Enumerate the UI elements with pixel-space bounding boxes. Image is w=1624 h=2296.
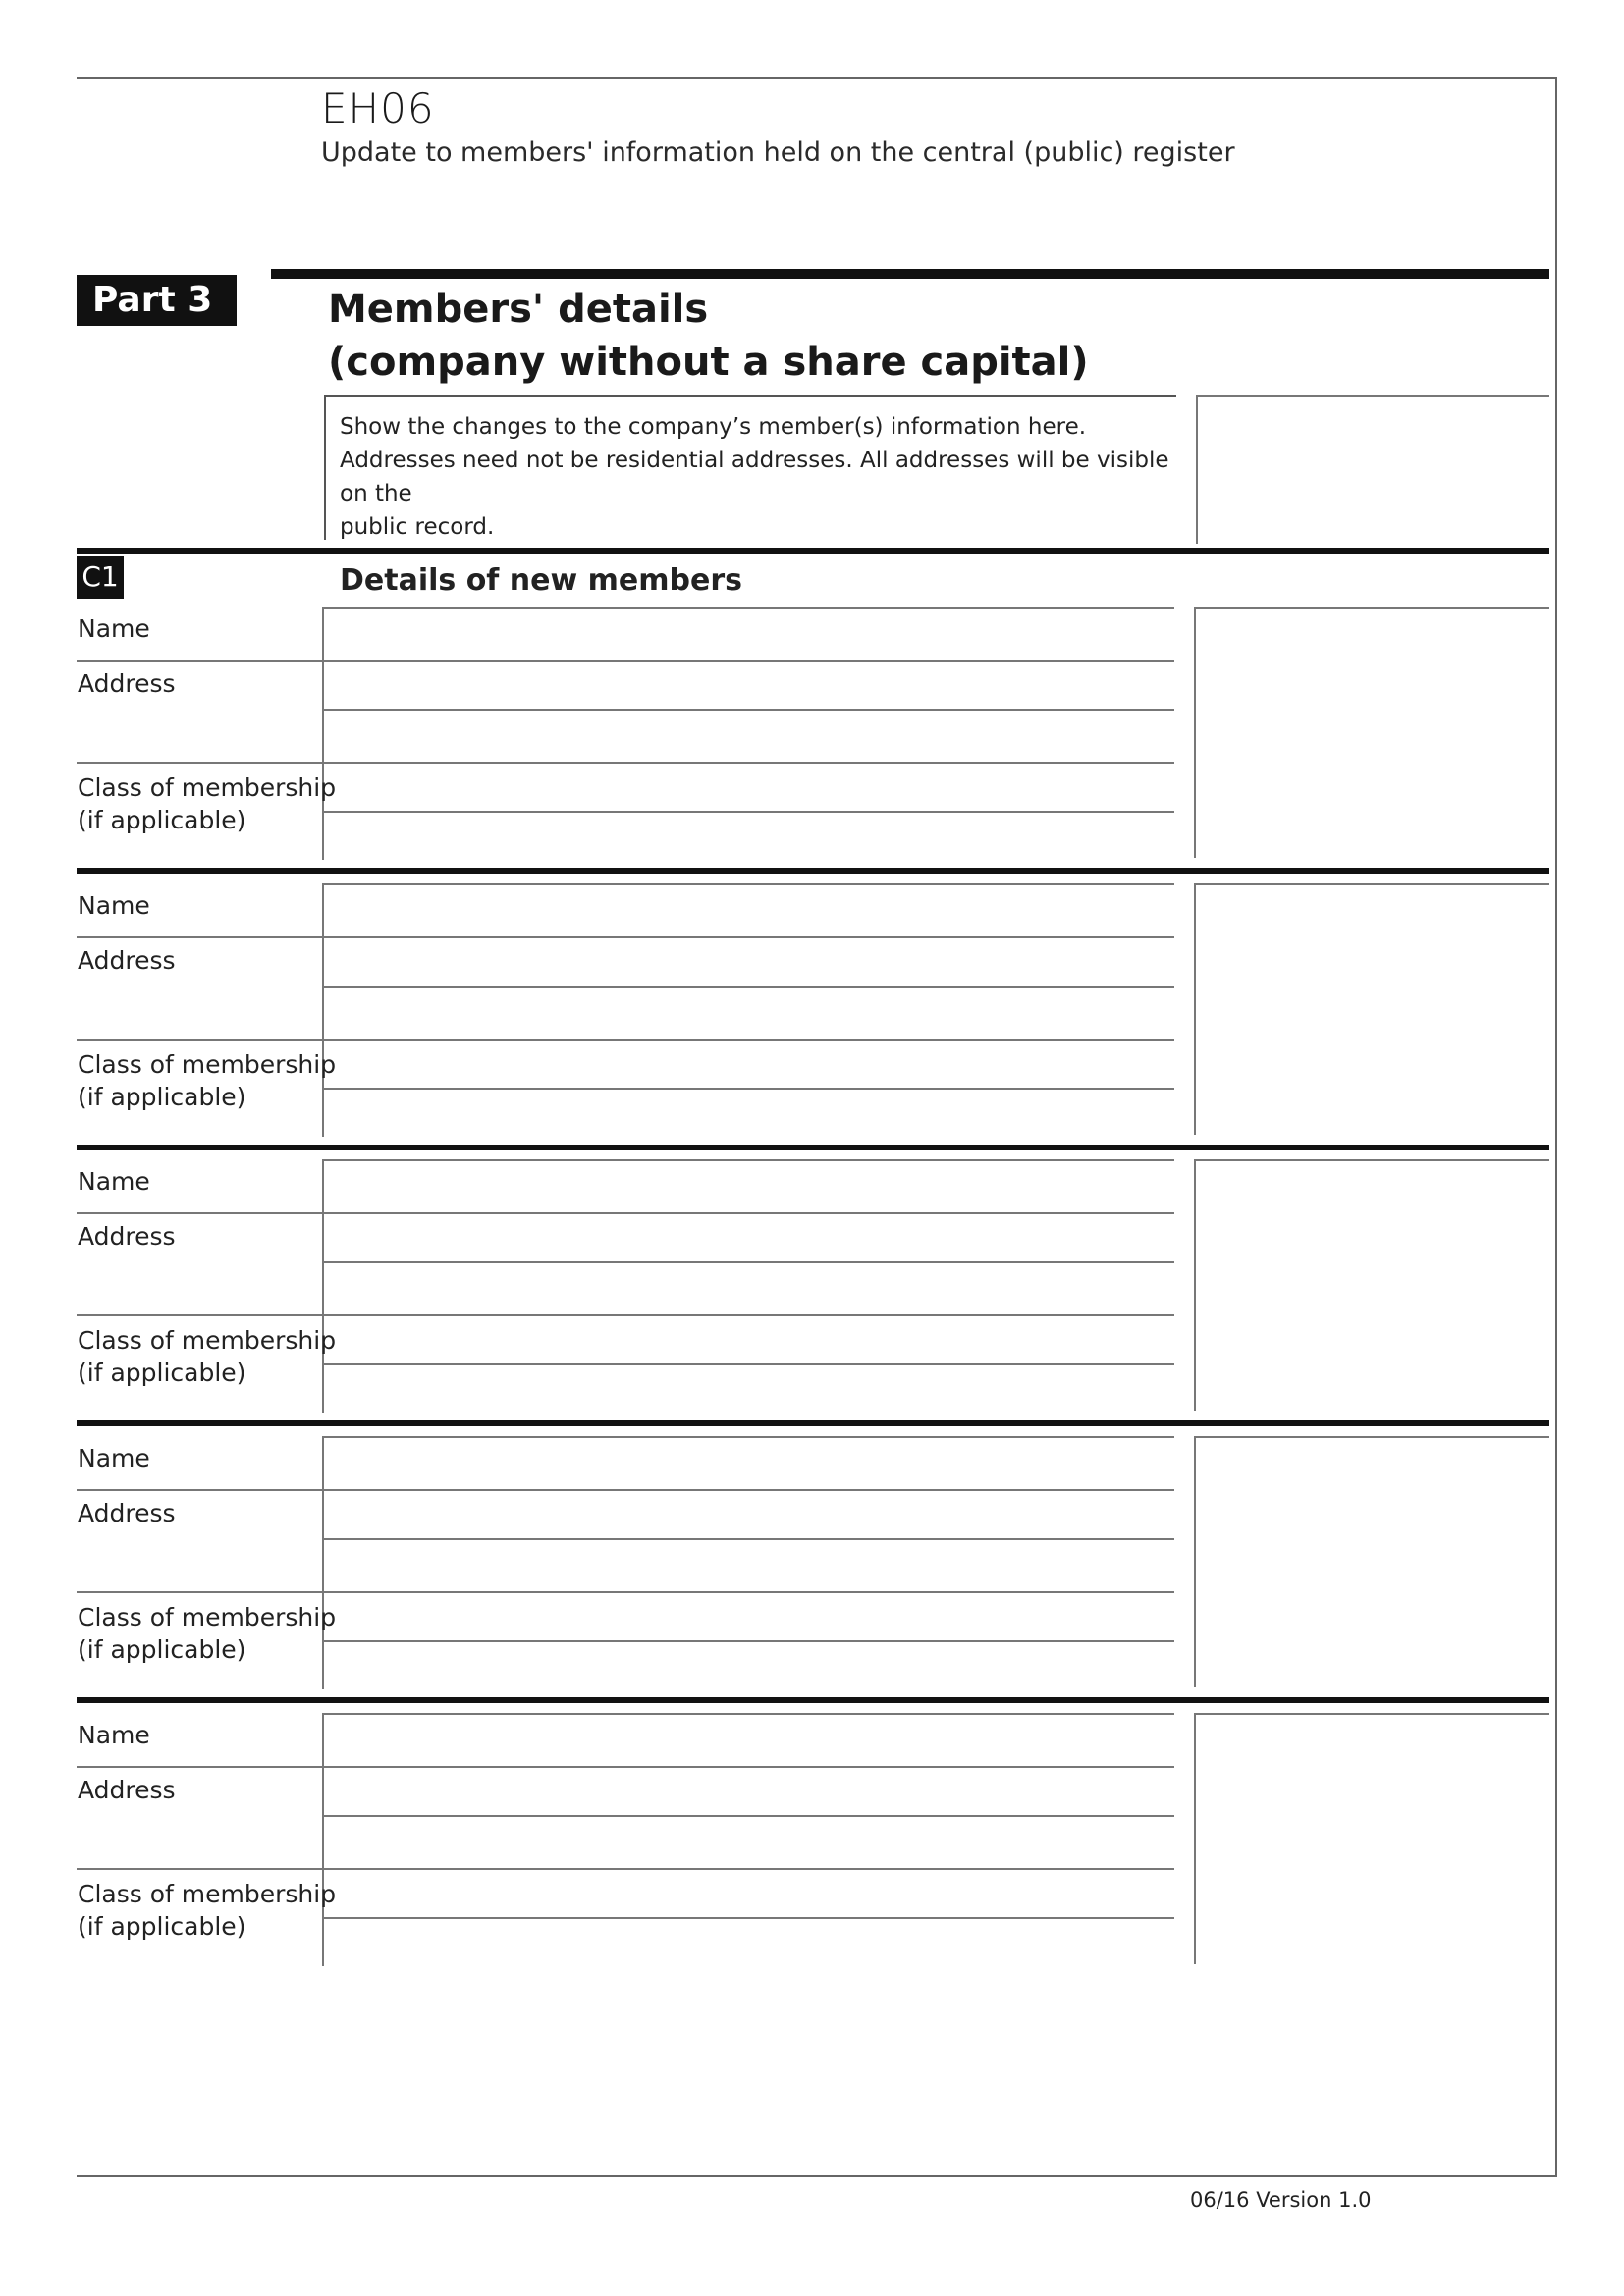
address-field-line2[interactable]: [334, 1544, 1168, 1583]
intro-line: Show the changes to the company’s member(s) information here.: [340, 414, 1087, 440]
name-field[interactable]: [334, 891, 1168, 931]
field-line: [322, 1436, 1174, 1438]
address-field-line2[interactable]: [334, 991, 1168, 1031]
part-title-line2: (company without a share capital): [328, 340, 1089, 385]
class-field-line2[interactable]: [334, 1646, 1168, 1685]
field-line: [322, 1212, 1174, 1214]
field-line: [322, 1039, 1174, 1041]
intro-line: Addresses need not be residential addresses. All addresses will be visible on the: [340, 448, 1169, 507]
class-label-line2: (if applicable): [78, 1083, 246, 1111]
field-line: [322, 709, 1174, 711]
address-field-line2[interactable]: [334, 1821, 1168, 1860]
name-field[interactable]: [334, 1721, 1168, 1760]
class-label-line2: (if applicable): [78, 1635, 246, 1664]
class-label-line2: (if applicable): [78, 1359, 246, 1387]
section-badge: C1: [77, 556, 124, 599]
field-line: [322, 811, 1174, 813]
label-divider: [77, 660, 322, 662]
address-label: Address: [78, 1499, 176, 1527]
class-field-line2[interactable]: [334, 1094, 1168, 1133]
member-side-box: [1194, 1436, 1549, 1687]
part-header-rule: [271, 269, 1549, 279]
label-divider: [77, 1489, 322, 1491]
field-line: [322, 883, 1174, 885]
member-side-box: [1194, 1713, 1549, 1964]
part-title: [328, 283, 1089, 389]
field-left-border: [322, 1159, 324, 1413]
address-field-line1[interactable]: [334, 1495, 1168, 1534]
name-label: Name: [78, 1444, 150, 1472]
member-block-rule: [77, 868, 1549, 874]
field-line: [322, 607, 1174, 609]
field-line: [322, 986, 1174, 988]
address-label: Address: [78, 1776, 176, 1804]
class-field-line1[interactable]: [334, 1874, 1168, 1913]
version-footer: 06/16 Version 1.0: [1190, 2188, 1372, 2212]
section-title: Details of new members: [340, 563, 743, 598]
intro-text: [340, 410, 1174, 544]
address-field-line1[interactable]: [334, 1218, 1168, 1257]
field-line: [322, 936, 1174, 938]
field-line: [322, 762, 1174, 764]
label-divider: [77, 762, 322, 764]
field-line: [322, 1868, 1174, 1870]
field-left-border: [322, 883, 324, 1137]
page-frame-top: [77, 77, 1557, 79]
guidance-side-box: [1196, 395, 1549, 544]
field-left-border: [322, 607, 324, 860]
name-label: Name: [78, 1167, 150, 1196]
class-label-line2: (if applicable): [78, 1912, 246, 1941]
member-block-rule: [77, 1145, 1549, 1150]
name-field[interactable]: [334, 614, 1168, 654]
name-label: Name: [78, 891, 150, 920]
part-badge: Part 3: [77, 275, 237, 326]
address-label: Address: [78, 669, 176, 698]
address-field-line1[interactable]: [334, 666, 1168, 705]
member-side-box: [1194, 883, 1549, 1135]
label-divider: [77, 1591, 322, 1593]
class-field-line1[interactable]: [334, 1320, 1168, 1360]
field-line: [322, 660, 1174, 662]
name-field[interactable]: [334, 1444, 1168, 1483]
name-label: Name: [78, 1721, 150, 1749]
field-line: [322, 1640, 1174, 1642]
field-line: [322, 1261, 1174, 1263]
class-label-line2: (if applicable): [78, 806, 246, 834]
label-divider: [77, 936, 322, 938]
member-block-rule: [77, 1697, 1549, 1703]
field-line: [322, 1088, 1174, 1090]
class-field-line1[interactable]: [334, 1597, 1168, 1636]
field-line: [322, 1159, 1174, 1161]
member-side-box: [1194, 1159, 1549, 1411]
field-line: [322, 1489, 1174, 1491]
member-side-box: [1194, 607, 1549, 858]
address-field-line2[interactable]: [334, 1267, 1168, 1307]
member-block-rule: [77, 1420, 1549, 1426]
class-label-line1: Class of membership: [78, 1050, 337, 1079]
field-left-border: [322, 1713, 324, 1966]
field-line: [322, 1538, 1174, 1540]
address-field-line1[interactable]: [334, 942, 1168, 982]
field-line: [322, 1815, 1174, 1817]
label-divider: [77, 1766, 322, 1768]
label-divider: [77, 1868, 322, 1870]
class-field-line1[interactable]: [334, 768, 1168, 807]
class-label-line1: Class of membership: [78, 774, 337, 802]
label-divider: [77, 1212, 322, 1214]
label-divider: [77, 1039, 322, 1041]
field-line: [322, 1766, 1174, 1768]
class-label-line1: Class of membership: [78, 1880, 337, 1908]
class-field-line2[interactable]: [334, 817, 1168, 856]
class-label-line1: Class of membership: [78, 1603, 337, 1631]
class-label-line1: Class of membership: [78, 1326, 337, 1355]
name-field[interactable]: [334, 1167, 1168, 1206]
section-rule: [77, 548, 1549, 554]
field-line: [322, 1363, 1174, 1365]
page-frame-right: [1555, 77, 1557, 2177]
label-divider: [77, 1314, 322, 1316]
page-frame-bottom: [77, 2175, 1557, 2177]
form-code: EH06: [321, 84, 435, 133]
form-title: Update to members' information held on the central (public) register: [321, 137, 1235, 168]
intro-line: public record.: [340, 514, 495, 540]
name-label: Name: [78, 614, 150, 643]
field-line: [322, 1713, 1174, 1715]
class-field-line2[interactable]: [334, 1369, 1168, 1409]
address-label: Address: [78, 1222, 176, 1251]
class-field-line2[interactable]: [334, 1923, 1168, 1962]
field-line: [322, 1314, 1174, 1316]
address-field-line2[interactable]: [334, 715, 1168, 754]
part-title-line1: Members' details: [328, 287, 709, 332]
address-field-line1[interactable]: [334, 1772, 1168, 1811]
field-line: [322, 1917, 1174, 1919]
address-label: Address: [78, 946, 176, 975]
field-left-border: [322, 1436, 324, 1689]
field-line: [322, 1591, 1174, 1593]
class-field-line1[interactable]: [334, 1044, 1168, 1084]
